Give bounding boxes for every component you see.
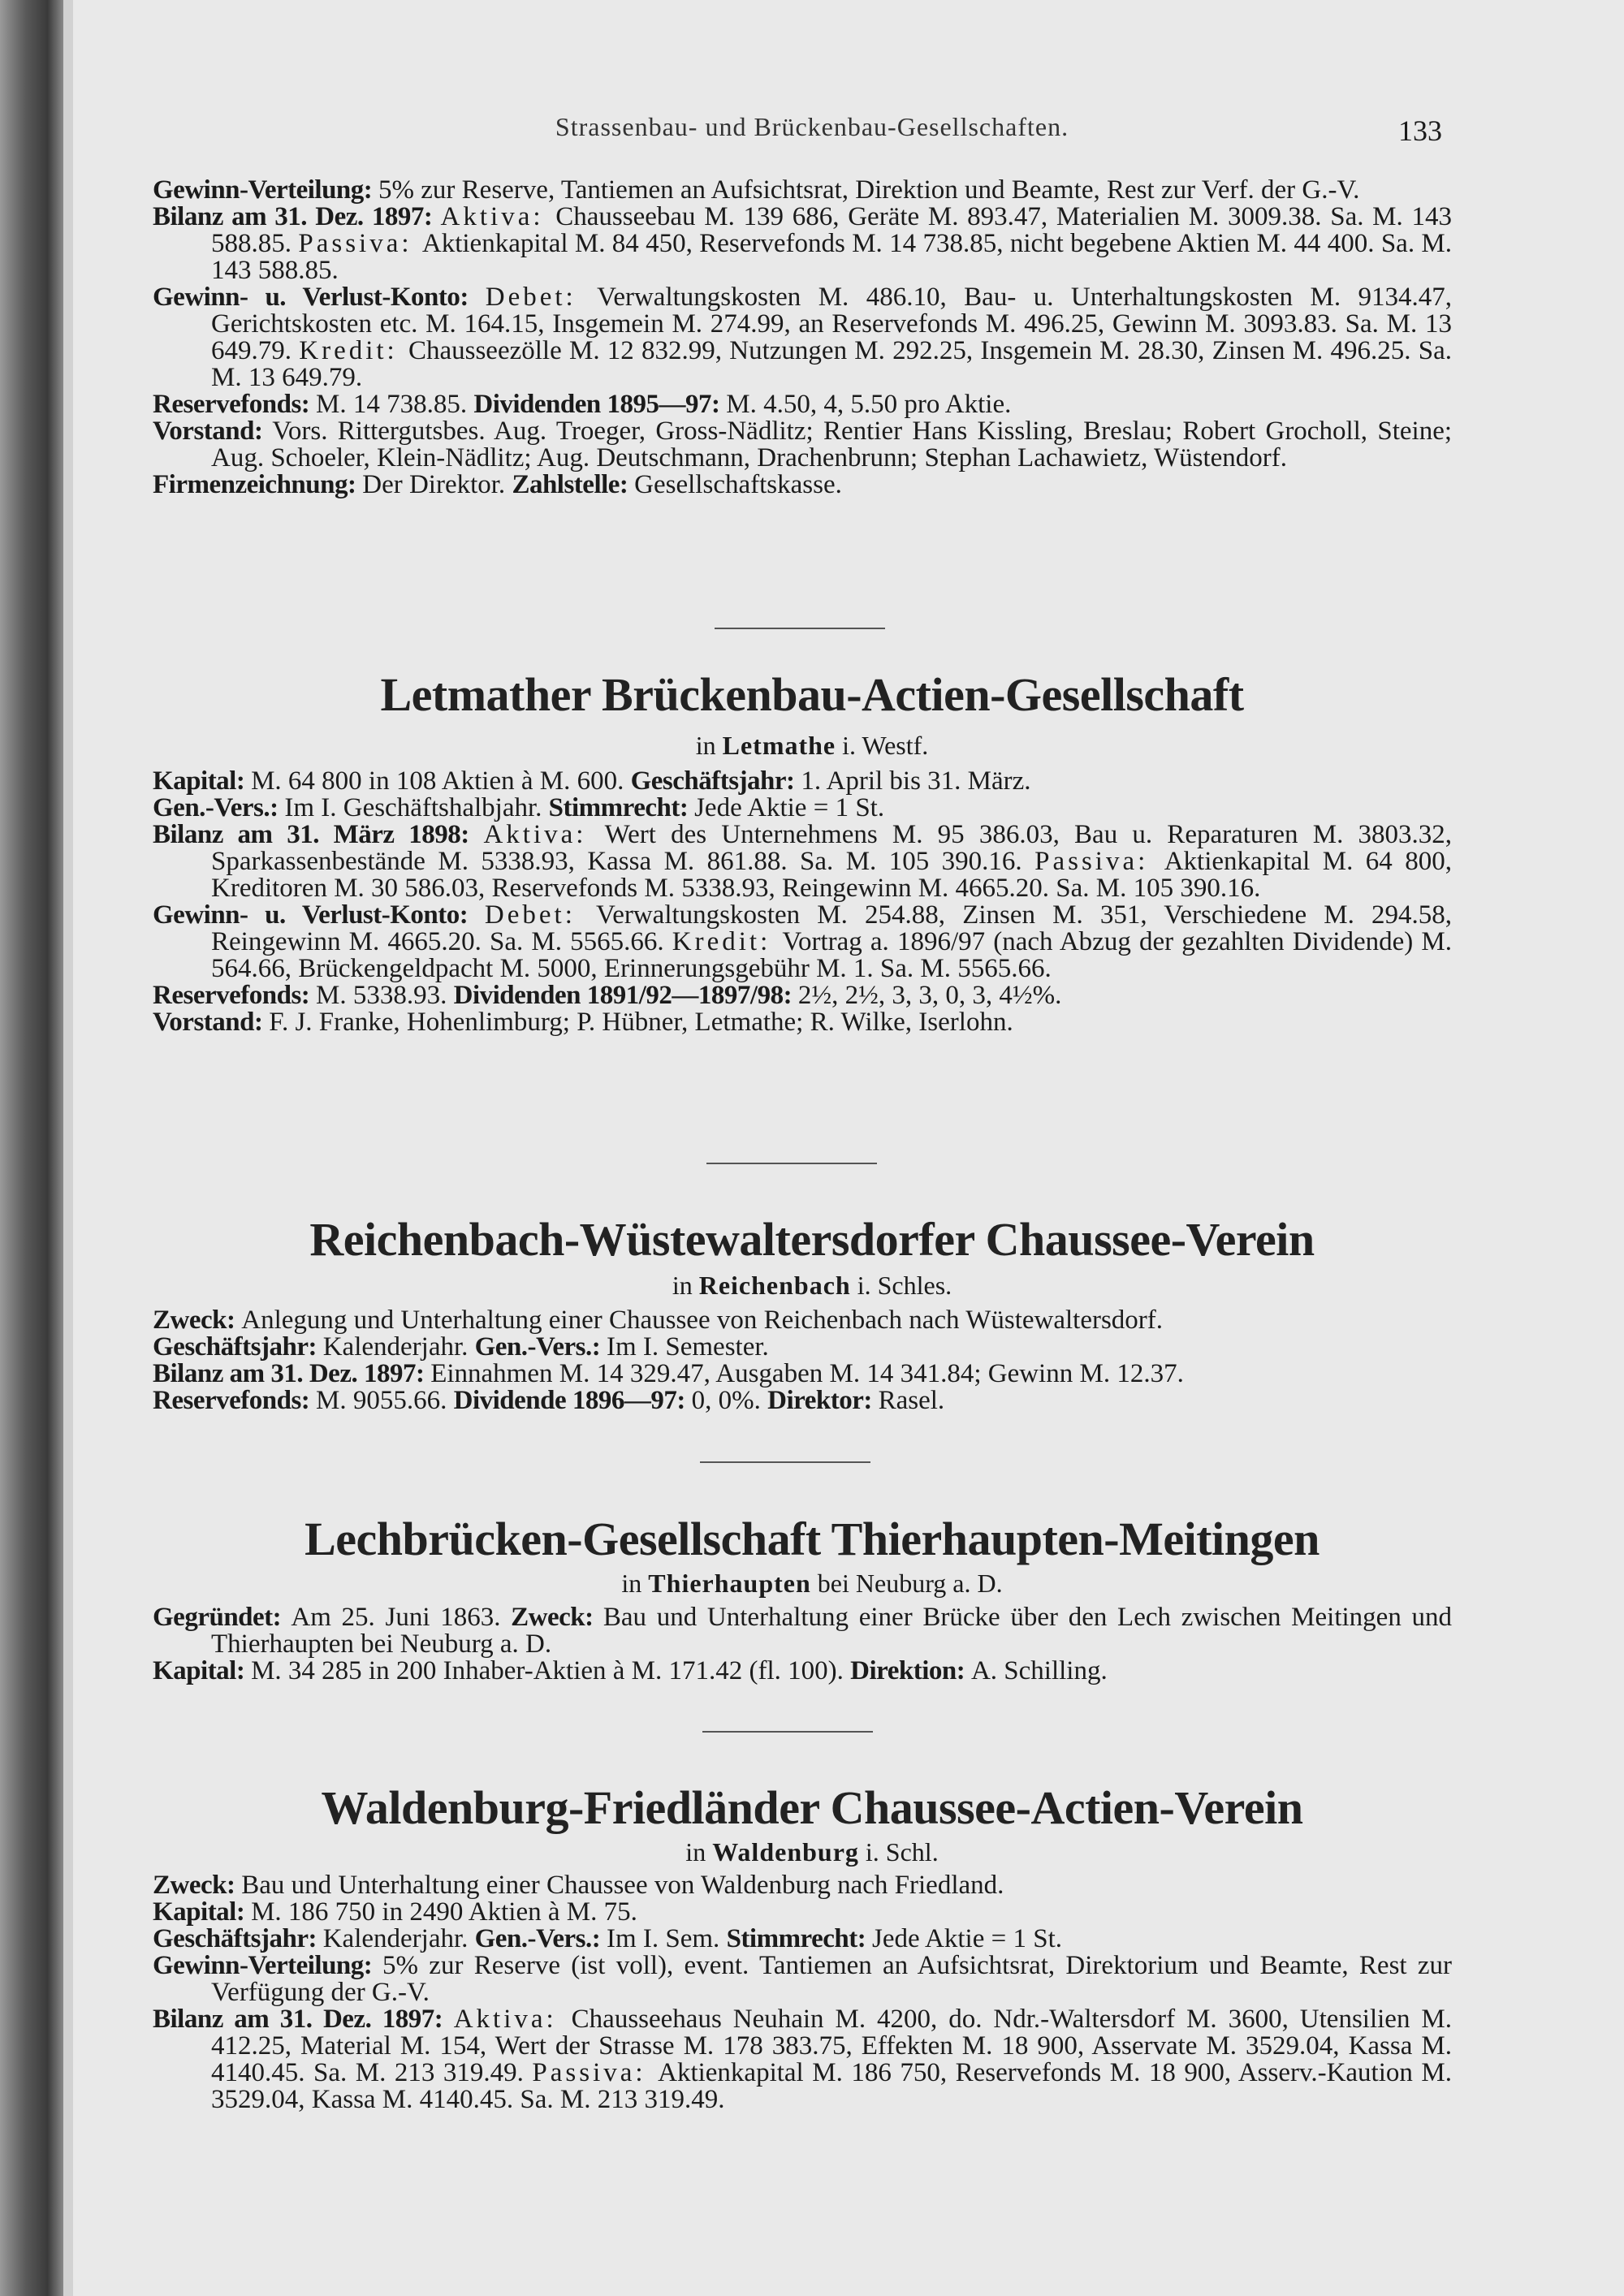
company-title: Letmather Brückenbau-Actien-Gesellschaft <box>380 668 1244 721</box>
account-side-label: Aktiva: <box>453 2005 572 2034</box>
entry-text: Aktienkapital M. 84 450, Reservefonds M. 14 738.85, nicht begebene Aktien M. 44 400. Sa. M. 143 588.85. <box>211 229 1453 285</box>
entry-text: M. 14 738.85. <box>316 390 474 419</box>
entry-label: Stimmrecht: <box>548 793 695 822</box>
entry-text: Rasel. <box>878 1386 945 1415</box>
entry-label: Bilanz am 31. Dez. 1897: <box>153 2005 454 2034</box>
entry-label: Reservefonds: <box>153 1386 317 1415</box>
section-divider <box>700 1461 870 1463</box>
entry-text: Gesellschaftskasse. <box>634 470 842 499</box>
entry-paragraph <box>153 2006 1452 2113</box>
entry-label: Gen.-Vers.: <box>474 1332 607 1362</box>
entry-text: M. 9055.66. <box>316 1386 454 1415</box>
entry-paragraph <box>153 1658 1452 1685</box>
entry-text: Kalenderjahr. <box>322 1924 475 1953</box>
account-side-label: Aktiva: <box>483 820 605 849</box>
entry-label: Dividenden 1895—97: <box>473 390 727 419</box>
entry-text: Bau und Unterhaltung einer Chaussee von Waldenburg nach Friedland. <box>241 1871 1004 1900</box>
entry-text: Verwaltungskosten M. 254.88, Zinsen M. 351, Verschiedene M. 294.58, Reingewinn M. 4665.20. Sa. M. 5565.66. <box>211 900 1452 956</box>
location-pre: in <box>695 731 723 760</box>
entry-text: Jede Aktie = 1 St. <box>694 793 885 822</box>
entry-label: Geschäftsjahr: <box>153 1924 323 1953</box>
account-side-label: Passiva: <box>532 2058 659 2087</box>
entry-text: Anlegung und Unterhaltung einer Chaussee von Reichenbach nach Wüstewaltersdorf. <box>241 1306 1164 1335</box>
entry-text: Chausseebau M. 139 686, Geräte M. 893.47, Materialien M. 3009.38. Sa. M. 143 588.85. <box>211 202 1452 258</box>
entry-paragraph <box>153 391 1452 418</box>
location-pre: in <box>685 1837 713 1867</box>
entry-paragraph <box>153 1361 1452 1388</box>
location-loc: Thierhaupten <box>648 1569 811 1598</box>
entry-text: 5% zur Reserve, Tantiemen an Aufsichtsrat, Direktion und Beamte, Rest zur Verf. der G.-V. <box>378 175 1360 205</box>
entry-text: Chausseezölle M. 12 832.99, Nutzungen M. 292.25, Insgemein M. 28.30, Zinsen M. 496.25. Sa. M. 13 649.79. <box>211 336 1453 392</box>
entry-label: Zweck: <box>511 1603 603 1632</box>
entry-label: Direktion: <box>850 1656 971 1685</box>
entry-label: Vorstand: <box>153 1008 270 1037</box>
entry-label: Gen.-Vers.: <box>474 1924 607 1953</box>
page-number: 133 <box>1398 114 1442 147</box>
entry-text: Chausseehaus Neuhain M. 4200, do. Ndr.-Waltersdorf M. 3600, Utensilien M. 412.25, Material M. 154, Wert der Strasse M. 178 383.75, Effekten M. 18 900, Asservate M. 3529.04, Kassa M. 4140.45. Sa. M. 213 319.49. <box>211 2005 1452 2087</box>
location-loc: Reichenbach <box>698 1271 851 1300</box>
entry-label: Firmenzeichnung: <box>153 470 363 499</box>
location-post: i. Westf. <box>836 731 929 760</box>
location-pre: in <box>621 1569 649 1598</box>
entry-label: Gewinn- u. Verlust-Konto: <box>153 900 485 930</box>
page-margin-edge <box>63 0 73 2296</box>
entry-text: Verwaltungskosten M. 486.10, Bau- u. Unterhaltungskosten M. 9134.47, Gerichtskosten etc. M. 164.15, Insgemein M. 274.99, an Reservefonds M. 496.25, Gewinn M. 3093.83. Sa. M. 13 649.79. <box>211 283 1452 365</box>
account-side-label: Passiva: <box>1034 847 1164 876</box>
scan-binding-edge <box>0 0 63 2296</box>
entry-text: M. 34 285 in 200 Inhaber-Aktien à M. 171.42 (fl. 100). <box>251 1656 851 1685</box>
entry-text: Bau und Unterhaltung einer Brücke über den Lech zwischen Meitingen und Thierhaupten bei Neuburg a. D. <box>211 1603 1453 1659</box>
entry-paragraph <box>153 1307 1452 1334</box>
entry-text: Am 25. Juni 1863. <box>291 1603 512 1632</box>
entry-label: Dividende 1896—97: <box>453 1386 692 1415</box>
account-side-label: Kredit: <box>672 927 783 956</box>
location-loc: Waldenburg <box>712 1837 859 1867</box>
company-location <box>0 1837 1624 1867</box>
entry-paragraph <box>153 177 1452 204</box>
entry-paragraph <box>153 1926 1452 1953</box>
entry-text: Aktienkapital M. 64 800, Kreditoren M. 30 586.03, Reservefonds M. 5338.93, Reingewinn M. 4665.20. Sa. M. 105 390.16. <box>211 847 1452 903</box>
entry-paragraph <box>153 1872 1452 1899</box>
company-title: Lechbrücken-Gesellschaft Thierhaupten-Meitingen <box>304 1513 1320 1565</box>
company-title: Waldenburg-Friedländer Chaussee-Actien-Verein <box>321 1781 1303 1834</box>
entry-text: Vors. Rittergutsbes. Aug. Troeger, Gross-Nädlitz; Rentier Hans Kissling, Breslau; Robert Grocholl, Steine; Aug. Schoeler, Klein-Nädlitz; Aug. Deutschmann, Drachenbrunn; Stephan Lachawietz, Wüstendorf. <box>211 416 1453 473</box>
entry-label: Kapital: <box>153 766 252 796</box>
entry-text: 5% zur Reserve (ist voll), event. Tantiemen an Aufsichtsrat, Direktorium und Beamte, Rest zur Verfügung der G.-V. <box>211 1951 1452 2007</box>
section-divider <box>706 1163 877 1164</box>
entry-label: Direktor: <box>767 1386 879 1415</box>
entries-block <box>153 177 1452 498</box>
entry-paragraph <box>153 982 1452 1009</box>
entry-text: Kalenderjahr. <box>322 1332 475 1362</box>
entries-block <box>153 1604 1452 1685</box>
entry-text: Aktienkapital M. 186 750, Reservefonds M. 18 900, Asserv.-Kaution M. 3529.04, Kassa M. 4140.45. Sa. M. 213 319.49. <box>211 2058 1452 2114</box>
entry-text: Einnahmen M. 14 329.47, Ausgaben M. 14 341.84; Gewinn M. 12.37. <box>430 1359 1184 1388</box>
entry-text: 1. April bis 31. März. <box>801 766 1031 796</box>
entry-paragraph <box>153 795 1452 822</box>
location-loc: Letmathe <box>722 731 836 760</box>
entry-paragraph <box>153 768 1452 795</box>
entry-paragraph <box>153 418 1452 472</box>
entry-label: Zweck: <box>153 1871 242 1900</box>
entry-text: Jede Aktie = 1 St. <box>871 1924 1062 1953</box>
entry-label: Gen.-Vers.: <box>153 793 285 822</box>
entry-text: 2½, 2½, 3, 3, 0, 3, 4½%. <box>797 981 1062 1010</box>
entry-label: Zahlstelle: <box>512 470 635 499</box>
entry-label: Vorstand: <box>153 416 273 446</box>
entry-text: Wert des Unternehmens M. 95 386.03, Bau u. Reparaturen M. 3803.32, Sparkassenbestände M. 5338.93, Kassa M. 861.88. Sa. M. 105 390.16. <box>211 820 1453 876</box>
entry-paragraph <box>153 822 1452 902</box>
entries-block <box>153 1872 1452 2113</box>
account-side-label: Debet: <box>484 900 597 930</box>
running-title: Strassenbau- und Brückenbau-Gesellschaften. <box>555 112 1069 141</box>
entry-paragraph <box>153 284 1452 391</box>
location-post: i. Schl. <box>858 1837 939 1867</box>
location-post: i. Schles. <box>850 1271 952 1300</box>
entry-label: Gegründet: <box>153 1603 292 1632</box>
entry-label: Kapital: <box>153 1656 252 1685</box>
entry-label: Zweck: <box>153 1306 242 1335</box>
entry-text: M. 4.50, 4, 5.50 pro Aktie. <box>726 390 1012 419</box>
account-side-label: Debet: <box>485 283 598 312</box>
section-divider <box>715 628 885 629</box>
entry-text: Im I. Sem. <box>606 1924 727 1953</box>
entry-text: Der Direktor. <box>362 470 512 499</box>
entry-label: Gewinn- u. Verlust-Konto: <box>153 283 486 312</box>
section-divider <box>702 1731 873 1733</box>
entry-label: Reservefonds: <box>153 390 317 419</box>
entry-text: Im I. Semester. <box>606 1332 769 1362</box>
entry-label: Dividenden 1891/92—1897/98: <box>453 981 798 1010</box>
company-location <box>0 731 1624 761</box>
entry-label: Gewinn-Verteilung: <box>153 1951 383 1980</box>
entry-text: 0, 0%. <box>691 1386 768 1415</box>
location-post: bei Neuburg a. D. <box>810 1569 1003 1598</box>
entry-text: Im I. Geschäftshalbjahr. <box>284 793 549 822</box>
account-side-label: Passiva: <box>298 229 422 258</box>
entry-text: Vortrag a. 1896/97 (nach Abzug der gezahlten Dividende) M. 564.66, Brückengeldpacht M. 5000, Erinnerungsgebühr M. 1. Sa. M. 5565.66. <box>211 927 1452 983</box>
entry-paragraph <box>153 1334 1452 1361</box>
entry-paragraph <box>153 472 1452 498</box>
account-side-label: Kredit: <box>299 336 408 365</box>
entry-label: Bilanz am 31. Dez. 1897: <box>153 202 441 231</box>
entry-paragraph <box>153 1604 1452 1658</box>
entry-paragraph <box>153 204 1452 284</box>
entry-label: Geschäftsjahr: <box>153 1332 323 1362</box>
entry-label: Bilanz am 31. Dez. 1897: <box>153 1359 431 1388</box>
entries-block <box>153 768 1452 1036</box>
account-side-label: Aktiva: <box>440 202 556 231</box>
entry-text: F. J. Franke, Hohenlimburg; P. Hübner, Letmathe; R. Wilke, Iserlohn. <box>269 1008 1013 1037</box>
entry-text: M. 64 800 in 108 Aktien à M. 600. <box>251 766 631 796</box>
entry-text: A. Schilling. <box>970 1656 1108 1685</box>
entry-label: Kapital: <box>153 1897 252 1927</box>
company-location <box>0 1569 1624 1599</box>
entry-paragraph <box>153 1953 1452 2006</box>
entry-paragraph <box>153 1388 1452 1414</box>
company-title: Reichenbach-Wüstewaltersdorfer Chaussee-Verein <box>309 1213 1315 1266</box>
location-pre: in <box>672 1271 699 1300</box>
entry-paragraph <box>153 1009 1452 1036</box>
entries-block <box>153 1307 1452 1414</box>
company-location <box>0 1271 1624 1301</box>
entry-label: Gewinn-Verteilung: <box>153 175 379 205</box>
entry-label: Geschäftsjahr: <box>630 766 801 796</box>
entry-label: Reservefonds: <box>153 981 317 1010</box>
entry-text: M. 5338.93. <box>316 981 454 1010</box>
entry-text: M. 186 750 in 2490 Aktien à M. 75. <box>251 1897 637 1927</box>
entry-label: Bilanz am 31. März 1898: <box>153 820 484 849</box>
entry-label: Stimmrecht: <box>726 1924 872 1953</box>
entry-paragraph <box>153 902 1452 982</box>
entry-paragraph <box>153 1899 1452 1926</box>
